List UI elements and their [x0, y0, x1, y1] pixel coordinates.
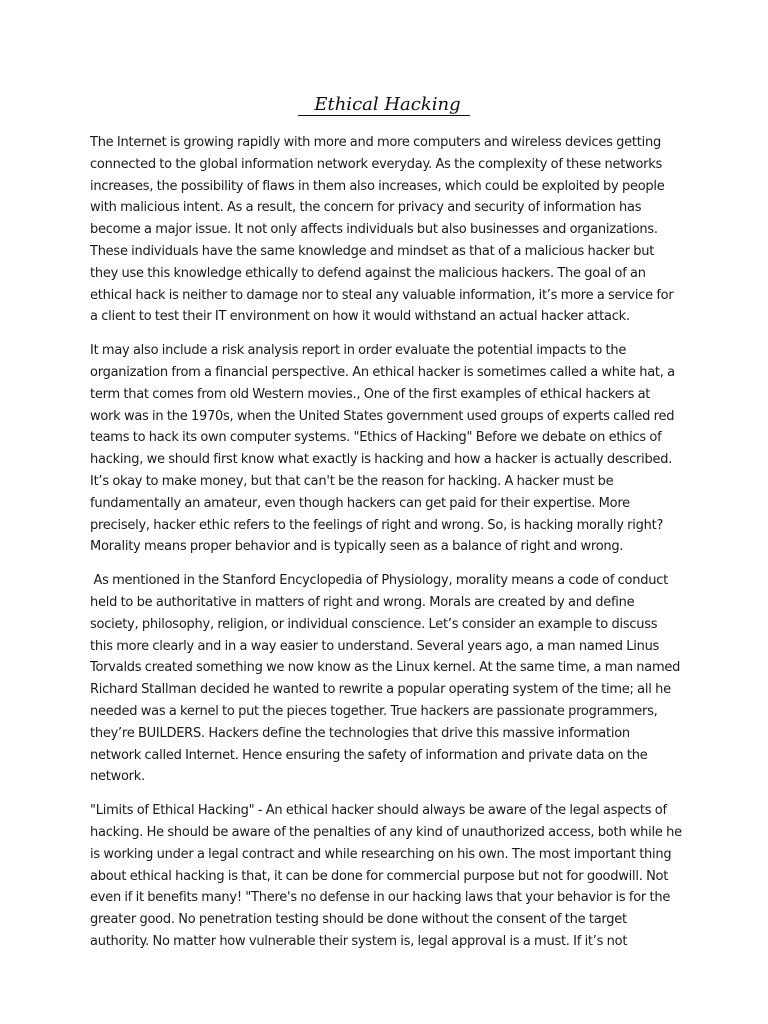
document-title — [0, 92, 768, 118]
document-title-text: Ethical Hacking — [298, 95, 469, 116]
paragraph-3: As mentioned in the Stanford Encyclopedia of Physiology, morality means a code of conduct held to be authoritative in matters of right and wrong. Morals are created by and define society, philosophy, religion, or individual conscience. Let’s consider an example to discuss this more clearly and in a way easier to understand. Several years ago, a man named Linus Torvalds created something we now know as the Linux kernel. At the same time, a man named Richard Stallman decided he wanted to rewrite a popular operating system of the time; all he needed was a kernel to put the pieces together. True hackers are passionate programmers, they’re BUILDERS. Hackers define the technologies that drive this massive information network called Internet. Hence ensuring the safety of information and private data on the network. — [90, 573, 684, 785]
document-body — [90, 132, 682, 965]
paragraph-1: The Internet is growing rapidly with more and more computers and wireless devices getting connected to the global information network everyday. As the complexity of these networks increases, the possibility of flaws in them also increases, which could be exploited by people with malicious intent. As a result, the concern for privacy and security of information has become a major issue. It not only affects individuals but also businesses and organizations. These individuals have the same knowledge and mindset as that of a malicious hacker but they use this knowledge ethically to defend against the malicious hackers. The goal of an ethical hack is neither to damage nor to steal any valuable information, it’s more a service for a client to test their IT environment on how it would withstand an actual hacker attack. — [90, 135, 674, 325]
paragraph-2: It may also include a risk analysis report in order evaluate the potential impacts to the organization from a financial perspective. An ethical hacker is sometimes called a white hat, a term that comes from old Western movies., One of the first examples of ethical hackers at work was in the 1970s, when the United States government used groups of experts called red teams to hack its own computer systems. "Ethics of Hacking" Before we debate on ethics of hacking, we should first know what exactly is hacking and how a hacker is actually described. It’s okay to make money, but that can't be the reason for hacking. A hacker must be fundamentally an amateur, even though hackers can get paid for their expertise. More precisely, hacker ethic refers to the feelings of right and wrong. So, is hacking morally right? Morality means proper behavior and is typically seen as a balance of right and wrong. — [90, 343, 675, 555]
paragraph-4: "Limits of Ethical Hacking" - An ethical hacker should always be aware of the legal aspects of hacking. He should be aware of the penalties of any kind of unauthorized access, both while he is working under a legal contract and while researching on his own. The most important thing about ethical hacking is that, it can be done for commercial purpose but not for goodwill. Not even if it benefits many! "There's no defense in our hacking laws that your behavior is for the greater good. No penetration testing should be done without the consent of the target authority. No matter how vulnerable their system is, legal approval is a must. If it’s not — [90, 803, 682, 949]
